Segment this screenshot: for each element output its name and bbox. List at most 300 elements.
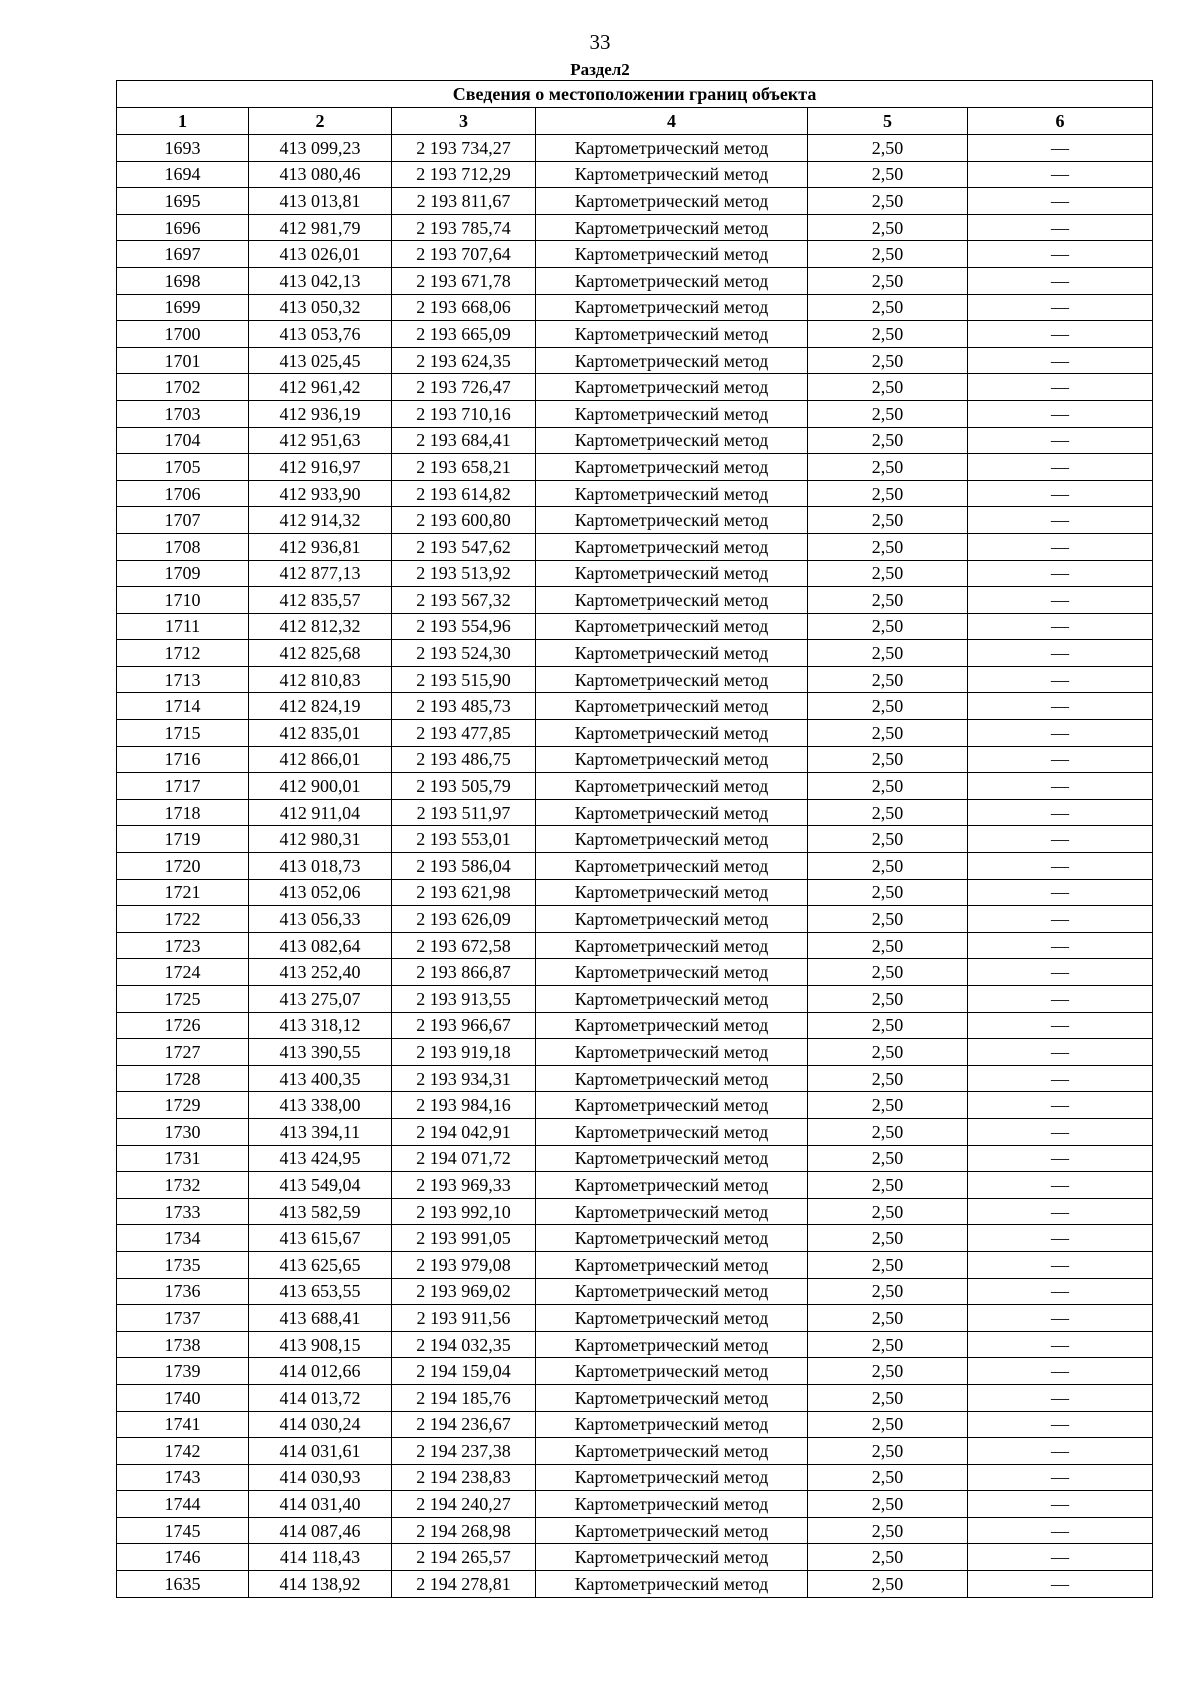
description-cell: — — [968, 826, 1153, 853]
point-number-cell: 1715 — [117, 720, 249, 747]
accuracy-cell: 2,50 — [808, 906, 968, 933]
x-coordinate-cell: 413 908,15 — [249, 1331, 392, 1358]
accuracy-cell: 2,50 — [808, 1039, 968, 1066]
method-cell: Картометрический метод — [536, 1411, 808, 1438]
method-cell: Картометрический метод — [536, 294, 808, 321]
accuracy-cell: 2,50 — [808, 188, 968, 215]
x-coordinate-cell: 412 866,01 — [249, 746, 392, 773]
method-cell: Картометрический метод — [536, 1039, 808, 1066]
y-coordinate-cell: 2 194 071,72 — [392, 1145, 536, 1172]
y-coordinate-cell: 2 194 185,76 — [392, 1384, 536, 1411]
table-row — [117, 161, 1153, 188]
description-cell: — — [968, 879, 1153, 906]
method-cell: Картометрический метод — [536, 347, 808, 374]
y-coordinate-cell: 2 194 240,27 — [392, 1491, 536, 1518]
table-row — [117, 693, 1153, 720]
accuracy-cell: 2,50 — [808, 826, 968, 853]
description-cell: — — [968, 720, 1153, 747]
x-coordinate-cell: 413 318,12 — [249, 1012, 392, 1039]
description-cell: — — [968, 1384, 1153, 1411]
x-coordinate-cell: 413 025,45 — [249, 347, 392, 374]
accuracy-cell: 2,50 — [808, 1491, 968, 1518]
x-coordinate-cell: 413 053,76 — [249, 321, 392, 348]
point-number-cell: 1724 — [117, 959, 249, 986]
x-coordinate-cell: 414 012,66 — [249, 1358, 392, 1385]
table-row — [117, 533, 1153, 560]
accuracy-cell: 2,50 — [808, 773, 968, 800]
y-coordinate-cell: 2 193 553,01 — [392, 826, 536, 853]
table-row — [117, 135, 1153, 162]
table-row — [117, 400, 1153, 427]
accuracy-cell: 2,50 — [808, 986, 968, 1013]
x-coordinate-cell: 413 688,41 — [249, 1305, 392, 1332]
accuracy-cell: 2,50 — [808, 1438, 968, 1465]
table-row — [117, 1118, 1153, 1145]
accuracy-cell: 2,50 — [808, 161, 968, 188]
x-coordinate-cell: 413 400,35 — [249, 1065, 392, 1092]
method-cell: Картометрический метод — [536, 587, 808, 614]
x-coordinate-cell: 413 582,59 — [249, 1198, 392, 1225]
accuracy-cell: 2,50 — [808, 347, 968, 374]
method-cell: Картометрический метод — [536, 853, 808, 880]
y-coordinate-cell: 2 193 726,47 — [392, 374, 536, 401]
accuracy-cell: 2,50 — [808, 1172, 968, 1199]
point-number-cell: 1745 — [117, 1517, 249, 1544]
point-number-cell: 1694 — [117, 161, 249, 188]
point-number-cell: 1714 — [117, 693, 249, 720]
y-coordinate-cell: 2 193 712,29 — [392, 161, 536, 188]
table-row — [117, 799, 1153, 826]
description-cell: — — [968, 267, 1153, 294]
table-row — [117, 427, 1153, 454]
x-coordinate-cell: 413 052,06 — [249, 879, 392, 906]
y-coordinate-cell: 2 193 477,85 — [392, 720, 536, 747]
method-cell: Картометрический метод — [536, 1012, 808, 1039]
x-coordinate-cell: 413 549,04 — [249, 1172, 392, 1199]
table-row — [117, 267, 1153, 294]
point-number-cell: 1703 — [117, 400, 249, 427]
description-cell: — — [968, 214, 1153, 241]
accuracy-cell: 2,50 — [808, 746, 968, 773]
point-number-cell: 1732 — [117, 1172, 249, 1199]
description-cell: — — [968, 1225, 1153, 1252]
y-coordinate-cell: 2 193 734,27 — [392, 135, 536, 162]
description-cell: — — [968, 1491, 1153, 1518]
point-number-cell: 1727 — [117, 1039, 249, 1066]
y-coordinate-cell: 2 193 668,06 — [392, 294, 536, 321]
table-row — [117, 1544, 1153, 1571]
accuracy-cell: 2,50 — [808, 1571, 968, 1598]
point-number-cell: 1720 — [117, 853, 249, 880]
x-coordinate-cell: 412 914,32 — [249, 507, 392, 534]
table-row — [117, 720, 1153, 747]
description-cell: — — [968, 1411, 1153, 1438]
accuracy-cell: 2,50 — [808, 959, 968, 986]
accuracy-cell: 2,50 — [808, 587, 968, 614]
accuracy-cell: 2,50 — [808, 135, 968, 162]
point-number-cell: 1700 — [117, 321, 249, 348]
table-row — [117, 214, 1153, 241]
method-cell: Картометрический метод — [536, 533, 808, 560]
description-cell: — — [968, 1198, 1153, 1225]
y-coordinate-cell: 2 194 032,35 — [392, 1331, 536, 1358]
description-cell: — — [968, 188, 1153, 215]
method-cell: Картометрический метод — [536, 693, 808, 720]
table-row — [117, 1305, 1153, 1332]
point-number-cell: 1722 — [117, 906, 249, 933]
accuracy-cell: 2,50 — [808, 1305, 968, 1332]
point-number-cell: 1713 — [117, 666, 249, 693]
table-row — [117, 1198, 1153, 1225]
accuracy-cell: 2,50 — [808, 294, 968, 321]
accuracy-cell: 2,50 — [808, 533, 968, 560]
accuracy-cell: 2,50 — [808, 1145, 968, 1172]
table-body — [117, 135, 1153, 1598]
description-cell: — — [968, 799, 1153, 826]
accuracy-cell: 2,50 — [808, 507, 968, 534]
x-coordinate-cell: 413 252,40 — [249, 959, 392, 986]
y-coordinate-cell: 2 193 811,67 — [392, 188, 536, 215]
y-coordinate-cell: 2 193 979,08 — [392, 1251, 536, 1278]
table-row — [117, 1278, 1153, 1305]
x-coordinate-cell: 412 980,31 — [249, 826, 392, 853]
table-row — [117, 1065, 1153, 1092]
point-number-cell: 1704 — [117, 427, 249, 454]
method-cell: Картометрический метод — [536, 1491, 808, 1518]
accuracy-cell: 2,50 — [808, 1251, 968, 1278]
accuracy-cell: 2,50 — [808, 1331, 968, 1358]
column-header: 3 — [392, 108, 536, 135]
method-cell: Картометрический метод — [536, 427, 808, 454]
y-coordinate-cell: 2 193 913,55 — [392, 986, 536, 1013]
accuracy-cell: 2,50 — [808, 1198, 968, 1225]
y-coordinate-cell: 2 193 665,09 — [392, 321, 536, 348]
point-number-cell: 1735 — [117, 1251, 249, 1278]
y-coordinate-cell: 2 193 624,35 — [392, 347, 536, 374]
point-number-cell: 1738 — [117, 1331, 249, 1358]
point-number-cell: 1718 — [117, 799, 249, 826]
x-coordinate-cell: 412 825,68 — [249, 640, 392, 667]
y-coordinate-cell: 2 193 515,90 — [392, 666, 536, 693]
column-number-row — [117, 108, 1153, 135]
table-row — [117, 1092, 1153, 1119]
table-row — [117, 1225, 1153, 1252]
table-row — [117, 454, 1153, 481]
x-coordinate-cell: 412 936,19 — [249, 400, 392, 427]
method-cell: Картометрический метод — [536, 1305, 808, 1332]
method-cell: Картометрический метод — [536, 1358, 808, 1385]
table-row — [117, 746, 1153, 773]
description-cell: — — [968, 1305, 1153, 1332]
point-number-cell: 1741 — [117, 1411, 249, 1438]
y-coordinate-cell: 2 193 586,04 — [392, 853, 536, 880]
accuracy-cell: 2,50 — [808, 1517, 968, 1544]
point-number-cell: 1746 — [117, 1544, 249, 1571]
accuracy-cell: 2,50 — [808, 932, 968, 959]
accuracy-cell: 2,50 — [808, 1384, 968, 1411]
y-coordinate-cell: 2 193 513,92 — [392, 560, 536, 587]
description-cell: — — [968, 1251, 1153, 1278]
point-number-cell: 1697 — [117, 241, 249, 268]
y-coordinate-cell: 2 193 934,31 — [392, 1065, 536, 1092]
accuracy-cell: 2,50 — [808, 640, 968, 667]
x-coordinate-cell: 414 030,24 — [249, 1411, 392, 1438]
description-cell: — — [968, 1517, 1153, 1544]
accuracy-cell: 2,50 — [808, 666, 968, 693]
table-row — [117, 374, 1153, 401]
description-cell: — — [968, 1118, 1153, 1145]
accuracy-cell: 2,50 — [808, 853, 968, 880]
description-cell: — — [968, 1544, 1153, 1571]
y-coordinate-cell: 2 193 684,41 — [392, 427, 536, 454]
description-cell: — — [968, 427, 1153, 454]
x-coordinate-cell: 412 916,97 — [249, 454, 392, 481]
x-coordinate-cell: 414 030,93 — [249, 1464, 392, 1491]
x-coordinate-cell: 414 031,61 — [249, 1438, 392, 1465]
description-cell: — — [968, 1278, 1153, 1305]
table-row — [117, 1012, 1153, 1039]
point-number-cell: 1729 — [117, 1092, 249, 1119]
table-row — [117, 241, 1153, 268]
method-cell: Картометрический метод — [536, 1118, 808, 1145]
accuracy-cell: 2,50 — [808, 321, 968, 348]
description-cell: — — [968, 666, 1153, 693]
point-number-cell: 1734 — [117, 1225, 249, 1252]
point-number-cell: 1709 — [117, 560, 249, 587]
table-row — [117, 347, 1153, 374]
point-number-cell: 1737 — [117, 1305, 249, 1332]
point-number-cell: 1712 — [117, 640, 249, 667]
point-number-cell: 1635 — [117, 1571, 249, 1598]
point-number-cell: 1696 — [117, 214, 249, 241]
method-cell: Картометрический метод — [536, 1278, 808, 1305]
description-cell: — — [968, 1358, 1153, 1385]
table-row — [117, 480, 1153, 507]
y-coordinate-cell: 2 193 671,78 — [392, 267, 536, 294]
description-cell: — — [968, 853, 1153, 880]
description-cell: — — [968, 533, 1153, 560]
accuracy-cell: 2,50 — [808, 1012, 968, 1039]
description-cell: — — [968, 507, 1153, 534]
y-coordinate-cell: 2 194 265,57 — [392, 1544, 536, 1571]
table-row — [117, 587, 1153, 614]
method-cell: Картометрический метод — [536, 826, 808, 853]
x-coordinate-cell: 413 390,55 — [249, 1039, 392, 1066]
method-cell: Картометрический метод — [536, 1331, 808, 1358]
y-coordinate-cell: 2 194 159,04 — [392, 1358, 536, 1385]
y-coordinate-cell: 2 194 236,67 — [392, 1411, 536, 1438]
method-cell: Картометрический метод — [536, 1251, 808, 1278]
x-coordinate-cell: 412 812,32 — [249, 613, 392, 640]
point-number-cell: 1698 — [117, 267, 249, 294]
method-cell: Картометрический метод — [536, 1544, 808, 1571]
x-coordinate-cell: 414 118,43 — [249, 1544, 392, 1571]
table-head — [117, 81, 1153, 135]
point-number-cell: 1707 — [117, 507, 249, 534]
method-cell: Картометрический метод — [536, 374, 808, 401]
table-row — [117, 188, 1153, 215]
table-row — [117, 1411, 1153, 1438]
x-coordinate-cell: 413 050,32 — [249, 294, 392, 321]
x-coordinate-cell: 413 394,11 — [249, 1118, 392, 1145]
x-coordinate-cell: 413 615,67 — [249, 1225, 392, 1252]
description-cell: — — [968, 1012, 1153, 1039]
method-cell: Картометрический метод — [536, 799, 808, 826]
column-header: 5 — [808, 108, 968, 135]
description-cell: — — [968, 480, 1153, 507]
y-coordinate-cell: 2 193 966,67 — [392, 1012, 536, 1039]
x-coordinate-cell: 412 961,42 — [249, 374, 392, 401]
x-coordinate-cell: 414 031,40 — [249, 1491, 392, 1518]
y-coordinate-cell: 2 193 524,30 — [392, 640, 536, 667]
table-row — [117, 853, 1153, 880]
x-coordinate-cell: 413 275,07 — [249, 986, 392, 1013]
table-row — [117, 986, 1153, 1013]
x-coordinate-cell: 412 911,04 — [249, 799, 392, 826]
point-number-cell: 1743 — [117, 1464, 249, 1491]
point-number-cell: 1730 — [117, 1118, 249, 1145]
description-cell: — — [968, 587, 1153, 614]
x-coordinate-cell: 413 082,64 — [249, 932, 392, 959]
table-row — [117, 507, 1153, 534]
method-cell: Картометрический метод — [536, 906, 808, 933]
y-coordinate-cell: 2 193 658,21 — [392, 454, 536, 481]
point-number-cell: 1695 — [117, 188, 249, 215]
x-coordinate-cell: 413 080,46 — [249, 161, 392, 188]
accuracy-cell: 2,50 — [808, 241, 968, 268]
x-coordinate-cell: 412 835,57 — [249, 587, 392, 614]
description-cell: — — [968, 1331, 1153, 1358]
description-cell: — — [968, 1145, 1153, 1172]
y-coordinate-cell: 2 193 710,16 — [392, 400, 536, 427]
description-cell: — — [968, 400, 1153, 427]
method-cell: Картометрический метод — [536, 640, 808, 667]
accuracy-cell: 2,50 — [808, 613, 968, 640]
point-number-cell: 1742 — [117, 1438, 249, 1465]
method-cell: Картометрический метод — [536, 613, 808, 640]
point-number-cell: 1731 — [117, 1145, 249, 1172]
description-cell: — — [968, 1172, 1153, 1199]
table-row — [117, 1491, 1153, 1518]
x-coordinate-cell: 412 835,01 — [249, 720, 392, 747]
point-number-cell: 1702 — [117, 374, 249, 401]
table-row — [117, 932, 1153, 959]
description-cell: — — [968, 773, 1153, 800]
column-header: 4 — [536, 108, 808, 135]
description-cell: — — [968, 746, 1153, 773]
accuracy-cell: 2,50 — [808, 1225, 968, 1252]
accuracy-cell: 2,50 — [808, 1065, 968, 1092]
method-cell: Картометрический метод — [536, 241, 808, 268]
method-cell: Картометрический метод — [536, 454, 808, 481]
accuracy-cell: 2,50 — [808, 1278, 968, 1305]
y-coordinate-cell: 2 193 969,02 — [392, 1278, 536, 1305]
point-number-cell: 1736 — [117, 1278, 249, 1305]
point-number-cell: 1733 — [117, 1198, 249, 1225]
accuracy-cell: 2,50 — [808, 879, 968, 906]
description-cell: — — [968, 241, 1153, 268]
point-number-cell: 1725 — [117, 986, 249, 1013]
accuracy-cell: 2,50 — [808, 267, 968, 294]
method-cell: Картометрический метод — [536, 267, 808, 294]
y-coordinate-cell: 2 194 237,38 — [392, 1438, 536, 1465]
accuracy-cell: 2,50 — [808, 400, 968, 427]
method-cell: Картометрический метод — [536, 773, 808, 800]
table-row — [117, 1384, 1153, 1411]
method-cell: Картометрический метод — [536, 959, 808, 986]
method-cell: Картометрический метод — [536, 560, 808, 587]
table-row — [117, 826, 1153, 853]
y-coordinate-cell: 2 193 984,16 — [392, 1092, 536, 1119]
table-row — [117, 1517, 1153, 1544]
method-cell: Картометрический метод — [536, 480, 808, 507]
table-row — [117, 294, 1153, 321]
point-number-cell: 1723 — [117, 932, 249, 959]
point-number-cell: 1706 — [117, 480, 249, 507]
table-row — [117, 773, 1153, 800]
x-coordinate-cell: 412 951,63 — [249, 427, 392, 454]
x-coordinate-cell: 412 824,19 — [249, 693, 392, 720]
table-row — [117, 613, 1153, 640]
accuracy-cell: 2,50 — [808, 1358, 968, 1385]
y-coordinate-cell: 2 193 547,62 — [392, 533, 536, 560]
table-row — [117, 560, 1153, 587]
x-coordinate-cell: 413 013,81 — [249, 188, 392, 215]
description-cell: — — [968, 560, 1153, 587]
x-coordinate-cell: 412 810,83 — [249, 666, 392, 693]
table-row — [117, 959, 1153, 986]
description-cell: — — [968, 294, 1153, 321]
method-cell: Картометрический метод — [536, 1198, 808, 1225]
table-row — [117, 1145, 1153, 1172]
method-cell: Картометрический метод — [536, 1464, 808, 1491]
y-coordinate-cell: 2 193 486,75 — [392, 746, 536, 773]
accuracy-cell: 2,50 — [808, 799, 968, 826]
y-coordinate-cell: 2 193 567,32 — [392, 587, 536, 614]
x-coordinate-cell: 413 026,01 — [249, 241, 392, 268]
table-row — [117, 1039, 1153, 1066]
description-cell: — — [968, 959, 1153, 986]
y-coordinate-cell: 2 193 707,64 — [392, 241, 536, 268]
description-cell: — — [968, 347, 1153, 374]
table-row — [117, 321, 1153, 348]
description-cell: — — [968, 1039, 1153, 1066]
method-cell: Картометрический метод — [536, 666, 808, 693]
table-row — [117, 1358, 1153, 1385]
description-cell: — — [968, 906, 1153, 933]
x-coordinate-cell: 414 087,46 — [249, 1517, 392, 1544]
point-number-cell: 1739 — [117, 1358, 249, 1385]
table-row — [117, 1571, 1153, 1598]
method-cell: Картометрический метод — [536, 188, 808, 215]
y-coordinate-cell: 2 193 505,79 — [392, 773, 536, 800]
y-coordinate-cell: 2 193 672,58 — [392, 932, 536, 959]
accuracy-cell: 2,50 — [808, 1118, 968, 1145]
method-cell: Картометрический метод — [536, 1438, 808, 1465]
point-number-cell: 1705 — [117, 454, 249, 481]
description-cell: — — [968, 613, 1153, 640]
method-cell: Картометрический метод — [536, 135, 808, 162]
x-coordinate-cell: 412 877,13 — [249, 560, 392, 587]
table-row — [117, 1438, 1153, 1465]
x-coordinate-cell: 413 653,55 — [249, 1278, 392, 1305]
point-number-cell: 1711 — [117, 613, 249, 640]
accuracy-cell: 2,50 — [808, 693, 968, 720]
point-number-cell: 1740 — [117, 1384, 249, 1411]
y-coordinate-cell: 2 193 969,33 — [392, 1172, 536, 1199]
point-number-cell: 1728 — [117, 1065, 249, 1092]
description-cell: — — [968, 321, 1153, 348]
